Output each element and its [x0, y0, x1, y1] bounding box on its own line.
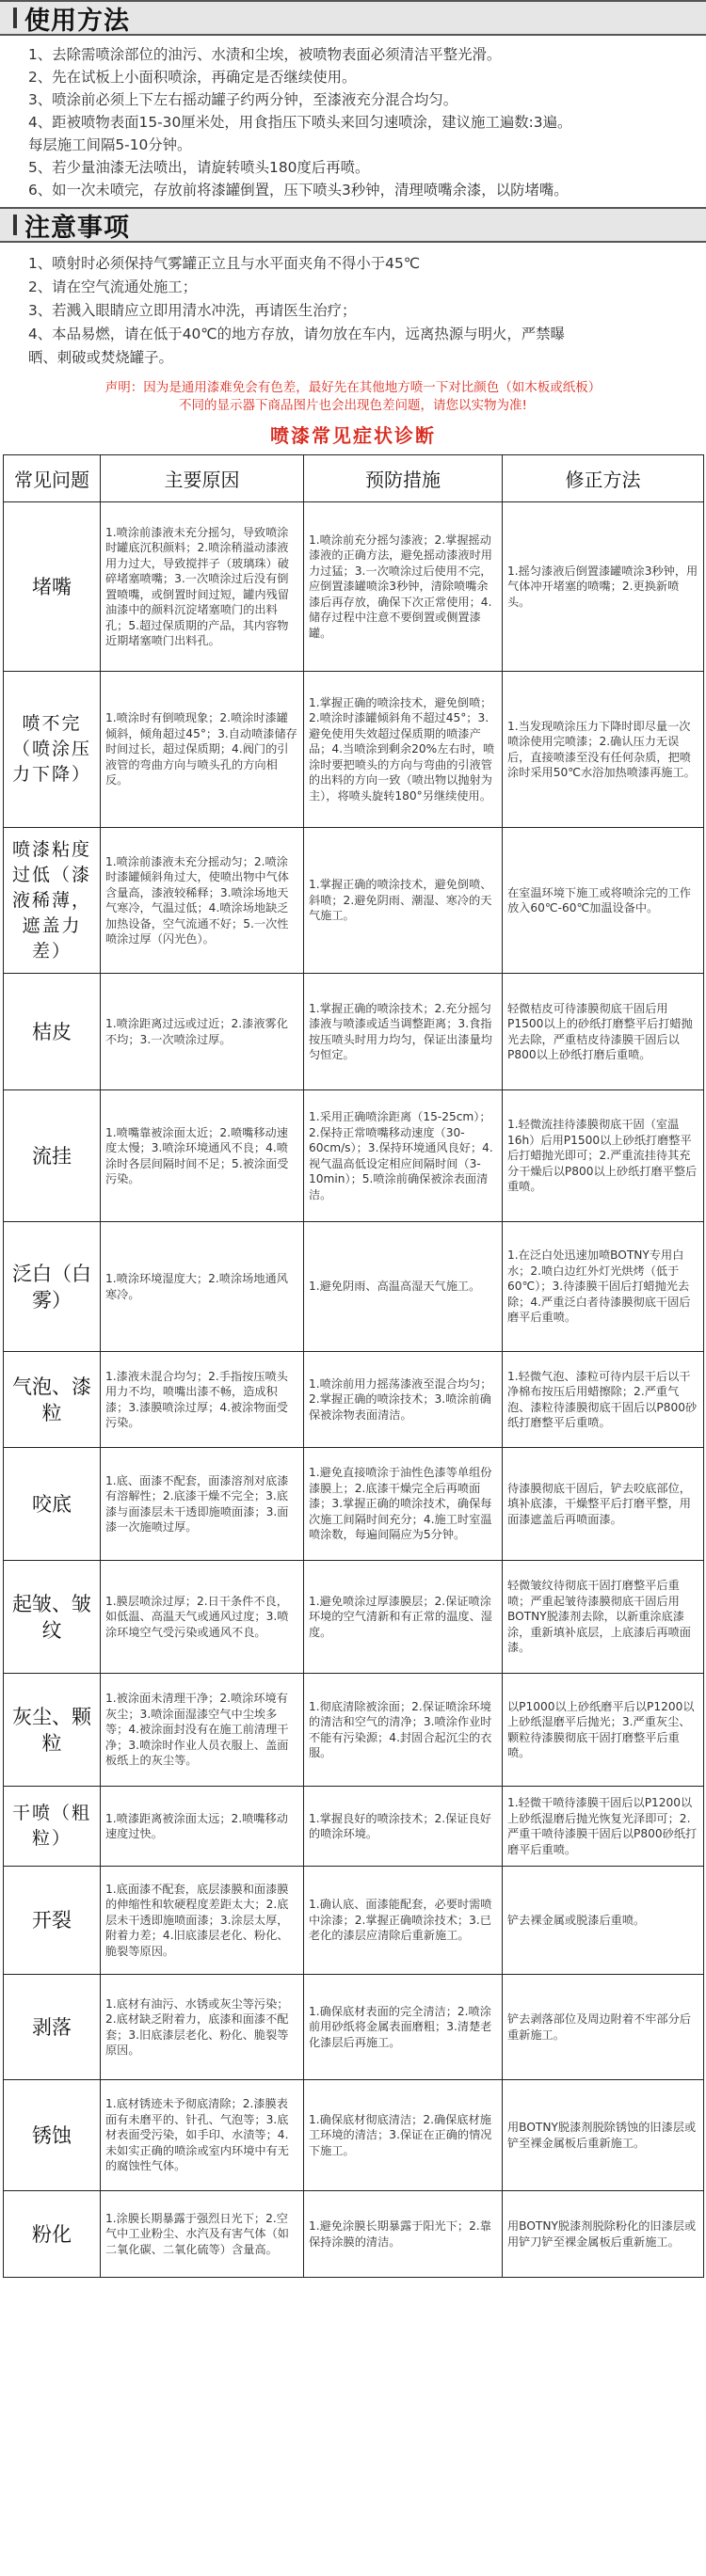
row-cause: 1.被涂面未清理干净；2.喷涂环境有灰尘；3.喷涂面湿漆空气中尘埃多等；4.被涂面封没有在施工前清理干净；3.喷涂时作业人员衣服上、盖面板纸上的灰尘等。 [101, 1674, 304, 1787]
row-cause: 1.底材有油污、水锈或灰尘等污染；2.底材缺乏附着力，底漆和面漆不配套；3.旧底漆层老化、粉化、脆裂等原因。 [101, 1975, 304, 2080]
table-row [4, 502, 704, 672]
usage-line: 6、如一次未喷完，存放前将漆罐倒置，压下喷头3秒钟，清理喷嘴余漆，以防堵嘴。 [28, 182, 569, 199]
row-fix: 用BOTNY脱漆剂脱除粉化的旧漆层或用铲刀铲至裸金属板后重新施工。 [503, 2191, 704, 2278]
usage-line: 2、先在试板上小面积喷涂，再确定是否继续使用。 [28, 69, 357, 86]
usage-line: 3、喷涂前必须上下左右摇动罐子约两分钟，至漆液充分混合均匀。 [28, 91, 458, 108]
row-fix: 1.轻微干喷待漆膜干固后以P1200以上砂纸湿磨后抛光恢复光泽即可；2.严重干喷待漆膜干固后以P800砂纸打磨平后重喷。 [503, 1787, 704, 1867]
row-prevention: 1.避免涂膜长期暴露于阳光下；2.靠保持涂膜的清洁。 [304, 2191, 503, 2278]
header-marker [13, 215, 17, 235]
row-problem: 粉化 [4, 2191, 101, 2278]
row-problem: 泛白（白雾） [4, 1222, 101, 1352]
row-prevention: 1.喷涂前用力摇荡漆液至混合均匀；2.掌握正确的喷涂技术；3.喷涂前确保被涂物表面清洁。 [304, 1352, 503, 1448]
usage-list [0, 36, 706, 207]
row-cause: 1.喷漆距离被涂面太远；2.喷嘴移动速度过快。 [101, 1787, 304, 1867]
row-cause: 1.喷涂时有倒喷现象；2.喷涂时漆罐倾斜，倾角超过45°；3.自动喷漆储存时间过长，超过保质期；4.阀门的引液管的弯曲方向与喷头孔的方向相反。 [101, 672, 304, 828]
row-problem: 起皱、皱纹 [4, 1561, 101, 1674]
table-row [4, 672, 704, 828]
row-problem: 剥落 [4, 1975, 101, 2080]
row-fix: 1.摇匀漆液后倒置漆罐喷涂3秒钟，用气体冲开堵塞的喷嘴；2.更换新喷头。 [503, 502, 704, 672]
row-problem: 喷不完（喷涂压力下降） [4, 672, 101, 828]
notes-line: 3、若溅入眼睛应立即用清水冲洗，再请医生治疗； [28, 302, 357, 319]
table-row [4, 1867, 704, 1975]
row-prevention: 1.彻底清除被涂面；2.保证喷涂环境的清洁和空气的清净；3.喷涂作业时不能有污染源；4.封固合起沉尘的衣服。 [304, 1674, 503, 1787]
disclaimer-line: 声明：因为是通用漆难免会有色差，最好先在其他地方喷一下对比颜色（如木板或纸板） [104, 380, 602, 395]
row-fix: 轻微皱纹待彻底干固打磨整平后重喷；严重起皱待漆膜彻底干固后用BOTNY脱漆剂去除，以新重涂底漆涂，重新填补底层，上底漆后再喷面漆。 [503, 1561, 704, 1674]
row-fix: 待漆膜彻底干固后，铲去咬底部位，填补底漆，干燥整平后打磨平整，用面漆遮盖后再喷面漆。 [503, 1448, 704, 1561]
row-cause: 1.涂膜长期暴露于强烈日光下；2.空气中工业粉尘、水汽及有害气体（如二氧化碳、二氧化硫等）含量高。 [101, 2191, 304, 2278]
row-prevention: 1.采用正确喷涂距离（15-25cm）；2.保持正常喷嘴移动速度（30-60cm/s）；3.保持环境通风良好；4.视气温高低设定相应间隔时间（3-10min）；5.喷涂前确保被涂表面清洁。 [304, 1090, 503, 1222]
row-prevention: 1.掌握正确的喷涂技术，避免倒喷；2.喷涂时漆罐倾斜角不超过45°；3.避免使用失效超过保质期的喷漆产品；4.当喷涂到剩余20%左右时，喷涂时要把喷头的方向与弯曲的引液管的出料的方向一致（喷出物以抛射为主），将喷头旋转180°另继续使用。 [304, 672, 503, 828]
row-prevention: 1.确认底、面漆能配套，必要时需喷中涂漆；2.掌握正确喷涂技术；3.已老化的漆层应清除后重新施工。 [304, 1867, 503, 1975]
row-prevention: 1.喷涂前充分摇匀漆液；2.掌握摇动漆液的正确方法，避免摇动漆液时用力过猛；3.一次喷涂过后使用不完，应倒置漆罐喷涂3秒钟，清除喷嘴余漆后再存放，确保下次正常使用；4.储存过程中注意不要倒置或侧置漆罐。 [304, 502, 503, 672]
row-fix: 1.在泛白处迅速加喷BOTNY专用白水；2.喷白边红外灯光烘烤（低于60℃）；3.待漆膜干固后打蜡抛光去除；4.严重泛白者待漆膜彻底干固后磨平后重喷。 [503, 1222, 704, 1352]
header-cause: 主要原因 [101, 455, 304, 502]
table-row [4, 1448, 704, 1561]
header-prevention: 预防措施 [304, 455, 503, 502]
usage-header [0, 0, 706, 36]
row-fix: 1.当发现喷涂压力下降时即尽量一次喷涂使用完喷漆；2.确认压力无误后，直接喷漆至没有任何杂质，把喷涂时采用50℃水浴加热喷漆再施工。 [503, 672, 704, 828]
row-prevention: 1.掌握正确的喷涂技术，避免倒喷、斜喷；2.避免阴雨、潮湿、寒冷的天气施工。 [304, 828, 503, 974]
table-row [4, 1787, 704, 1867]
row-problem: 堵嘴 [4, 502, 101, 672]
row-cause: 1.漆液未混合均匀；2.手指按压喷头用力不均，喷嘴出漆不畅，造成积漆；3.漆膜喷涂过厚；4.被涂物面受污染。 [101, 1352, 304, 1448]
row-cause: 1.喷涂环境湿度大；2.喷涂场地通风寒冷。 [101, 1222, 304, 1352]
diagnosis-table [3, 454, 704, 2278]
diagnosis-title: 喷漆常见症状诊断 [270, 424, 436, 447]
row-problem: 锈蚀 [4, 2080, 101, 2191]
row-prevention: 1.避免阴雨、高温高湿天气施工。 [304, 1222, 503, 1352]
row-fix: 铲去剥落部位及周边附着不牢部分后重新施工。 [503, 1975, 704, 2080]
row-problem: 干喷（粗粒） [4, 1787, 101, 1867]
notes-line: 2、请在空气流通处施工； [28, 278, 198, 295]
notes-line: 1、喷射时必须保持气雾罐正立且与水平面夹角不得小于45℃ [28, 255, 421, 272]
row-fix: 轻微桔皮可待漆膜彻底干固后用P1500以上的砂纸打磨整平后打蜡抛光去除，严重桔皮待漆膜干固后以P800以上砂纸打磨后重喷。 [503, 974, 704, 1090]
row-fix: 以P1000以上砂纸磨平后以P1200以上砂纸湿磨平后抛光；3.严重灰尘、颗粒待漆膜彻底干固打磨整平后重喷。 [503, 1674, 704, 1787]
usage-line: 5、若少量油漆无法喷出，请旋转喷头180度后再喷。 [28, 159, 370, 176]
notes-list [0, 243, 706, 375]
row-problem: 桔皮 [4, 974, 101, 1090]
table-row [4, 1352, 704, 1448]
row-prevention: 1.确保底材彻底清洁；2.确保底材施工环境的清洁；3.保证在正确的情况下施工。 [304, 2080, 503, 2191]
usage-line: 4、距被喷物表面15-30厘米处，用食指压下喷头来回匀速喷涂，建议施工遍数:3遍。 [28, 114, 572, 131]
row-fix: 在室温环境下施工或将喷涂完的工作放入60℃-60℃加温设备中。 [503, 828, 704, 974]
notes-title: 注意事项 [24, 213, 130, 243]
disclaimer-line: 不同的显示器下商品图片也会出现色差问题，请您以实物为准! [179, 398, 527, 413]
table-row [4, 1975, 704, 2080]
usage-line: 1、去除需喷涂部位的油污、水渍和尘埃，被喷物表面必须清洁平整光滑。 [28, 46, 502, 63]
header-fix: 修正方法 [503, 455, 704, 502]
row-fix: 1.轻微气泡、漆粒可待内层干后以干净棉布按压后用蜡擦除；2.严重气泡、漆粒待漆膜彻底干固后以P800砂纸打磨整平后重喷。 [503, 1352, 704, 1448]
table-row [4, 1090, 704, 1222]
table-header-row [4, 455, 704, 502]
row-cause: 1.底材锈迹未予彻底清除；2.漆膜表面有未磨平的、针孔、气泡等；3.底材表面受污染，如手印、水渍等；4.未如实正确的喷涂或室内环境中有无的腐蚀性气体。 [101, 2080, 304, 2191]
row-cause: 1.底面漆不配套，底层漆膜和面漆膜的伸缩性和软硬程度差距太大；2.底层未干透即施喷面漆；3.涂层太厚，附着力差；4.旧底漆层老化、粉化、脆裂等原因。 [101, 1867, 304, 1975]
row-prevention: 1.避免直接喷涂于油性色漆等单组份漆膜上；2.底漆干燥完全后再喷面漆；3.掌握正确的喷涂技术，确保每次施工间隔时间充分；4.施工时室温喷涂数，每遍间隔应为5分钟。 [304, 1448, 503, 1561]
row-cause: 1.膜层喷涂过厚；2.日干条件不良，如低温、高温天气或通风过度；3.喷涂环境空气受污染或通风不良。 [101, 1561, 304, 1674]
usage-title: 使用方法 [24, 6, 130, 36]
table-row [4, 974, 704, 1090]
notes-line: 4、本品易燃，请在低于40℃的地方存放，请勿放在车内，远离热源与明火，严禁曝 [28, 326, 565, 342]
row-problem: 咬底 [4, 1448, 101, 1561]
table-row [4, 2080, 704, 2191]
row-prevention: 1.掌握良好的喷涂技术；2.保证良好的喷涂环境。 [304, 1787, 503, 1867]
row-cause: 1.底、面漆不配套，面漆溶剂对底漆有溶解性；2.底漆干燥不完全；3.底漆与面漆层未干透即施喷面漆；3.面漆一次施喷过厚。 [101, 1448, 304, 1561]
table-row [4, 2191, 704, 2278]
header-marker [13, 8, 17, 28]
notes-line: 晒、刺破或焚烧罐子。 [28, 349, 173, 366]
row-problem: 流挂 [4, 1090, 101, 1222]
row-prevention: 1.确保底材表面的完全清洁；2.喷涂前用砂纸将金属表面磨粗；3.清楚老化漆层后再施工。 [304, 1975, 503, 2080]
row-cause: 1.喷嘴靠被涂面太近；2.喷嘴移动速度太慢；3.喷涂环境通风不良；4.喷涂时各层间隔时间不足；5.被涂面受污染。 [101, 1090, 304, 1222]
usage-line: 每层施工间隔5-10分钟。 [28, 136, 192, 153]
row-fix: 1.轻微流挂待漆膜彻底干固（室温16h）后用P1500以上砂纸打磨整平后打蜡抛光即可；2.严重流挂待其充分干燥后以P800以上砂纸打磨平整后重喷。 [503, 1090, 704, 1222]
table-row [4, 1674, 704, 1787]
table-row [4, 1222, 704, 1352]
row-cause: 1.喷涂前漆液未充分摇匀，导致喷涂时罐底沉积颜料；2.喷涂稍溢动漆液用力过大，导致搅拌子（玻璃珠）破碎堵塞喷嘴；3.一次喷涂过后没有倒置喷嘴，或倒置时间过短，罐内残留油漆中的颜料沉淀堵塞喷门的出料孔；5.超过保质期的产品，其内容物近期堵塞喷门出料孔。 [101, 502, 304, 672]
row-problem: 气泡、漆粒 [4, 1352, 101, 1448]
row-fix: 铲去裸金属或脱漆后重喷。 [503, 1867, 704, 1975]
row-cause: 1.喷涂距离过远或过近；2.漆液雾化不均；3.一次喷涂过厚。 [101, 974, 304, 1090]
row-problem: 开裂 [4, 1867, 101, 1975]
disclaimer [0, 375, 706, 417]
row-problem: 喷漆粘度过低（漆液稀薄，遮盖力差） [4, 828, 101, 974]
row-prevention: 1.掌握正确的喷涂技术；2.充分摇匀漆液与喷漆或适当调整距离；3.食指按压喷头时用力均匀，保证出漆量均匀恒定。 [304, 974, 503, 1090]
row-prevention: 1.避免喷涂过厚漆膜层；2.保证喷涂环境的空气清新和有正常的温度、湿度。 [304, 1561, 503, 1674]
row-fix: 用BOTNY脱漆剂脱除锈蚀的旧漆层或铲至裸金属板后重新施工。 [503, 2080, 704, 2191]
table-row [4, 828, 704, 974]
row-cause: 1.喷涂前漆液未充分摇动匀；2.喷涂时漆罐倾斜角过大，使喷出物中气体含量高，漆液较稀释；3.喷涂场地天气寒冷，气温过低；4.喷涂场地缺乏加热设备，空气流通不好；5.一次性喷涂过厚（闪光色）。 [101, 828, 304, 974]
row-problem: 灰尘、颗粒 [4, 1674, 101, 1787]
header-problem: 常见问题 [4, 455, 101, 502]
table-row [4, 1561, 704, 1674]
notes-header [0, 207, 706, 243]
